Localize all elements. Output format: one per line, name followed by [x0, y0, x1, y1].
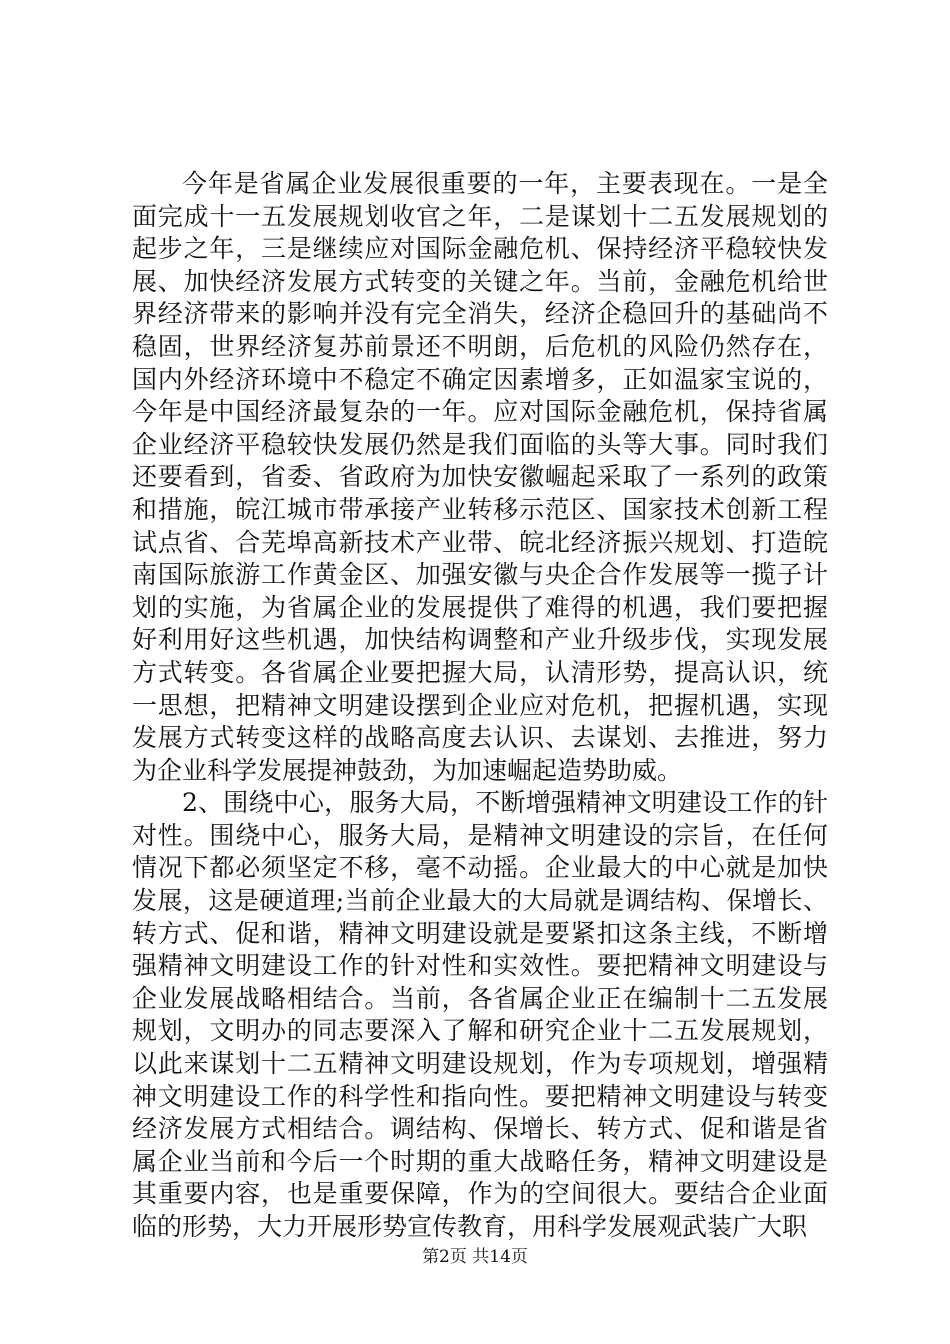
- document-body: [132, 168, 828, 1244]
- page-number-footer: 第2页 共14页: [422, 1247, 528, 1267]
- paragraph-1: 今年是省属企业发展很重要的一年，主要表现在。一是全面完成十一五发展规划收官之年，二是谋划十二五发展规划的起步之年，三是继续应对国际金融危机、保持经济平稳较快发展、加快经济发展方式转变的关键之年。当前，金融危机给世界经济带来的影响并没有完全消失，经济企稳回升的基础尚不稳固，世界经济复苏前景还不明朗，后危机的风险仍然存在，国内外经济环境中不稳定不确定因素增多，正如温家宝说的，今年是中国经济最复杂的一年。应对国际金融危机，保持省属企业经济平稳较快发展仍然是我们面临的头等大事。同时我们还要看到，省委、省政府为加快安徽崛起采取了一系列的政策和措施，皖江城市带承接产业转移示范区、国家技术创新工程试点省、合芜埠高新技术产业带、皖北经济振兴规划、打造皖南国际旅游工作黄金区、加强安徽与央企合作发展等一揽子计划的实施，为省属企业的发展提供了难得的机遇，我们要把握好利用好这些机遇，加快结构调整和产业升级步伐，实现发展方式转变。各省属企业要把握大局，认清形势，提高认识，统一思想，把精神文明建设摆到企业应对危机，把握机遇，实现发展方式转变这样的战略高度去认识、去谋划、去推进，努力为企业科学发展提神鼓劲，为加速崛起造势助威。: [132, 169, 828, 785]
- paragraph-2: 2、围绕中心，服务大局，不断增强精神文明建设工作的针对性。围绕中心，服务大局，是精神文明建设的宗旨，在任何情况下都必须坚定不移，毫不动摇。企业最大的中心就是加快发展，这是硬道理;当前企业最大的大局就是调结构、保增长、转方式、促和谐，精神文明建设就是要紧扣这条主线，不断增强精神文明建设工作的针对性和实效性。要把精神文明建设与企业发展战略相结合。当前，各省属企业正在编制十二五发展规划，文明办的同志要深入了解和研究企业十二五发展规划，以此来谋划十二五精神文明建设规划，作为专项规划，增强精神文明建设工作的科学性和指向性。要把精神文明建设与转变经济发展方式相结合。调结构、保增长、转方式、促和谐是省属企业当前和今后一个时期的重大战略任务，精神文明建设是其重要内容，也是重要保障，作为的空间很大。要结合企业面临的形势，大力开展形势宣传教育，用科学发展观武装广大职: [132, 788, 828, 1241]
